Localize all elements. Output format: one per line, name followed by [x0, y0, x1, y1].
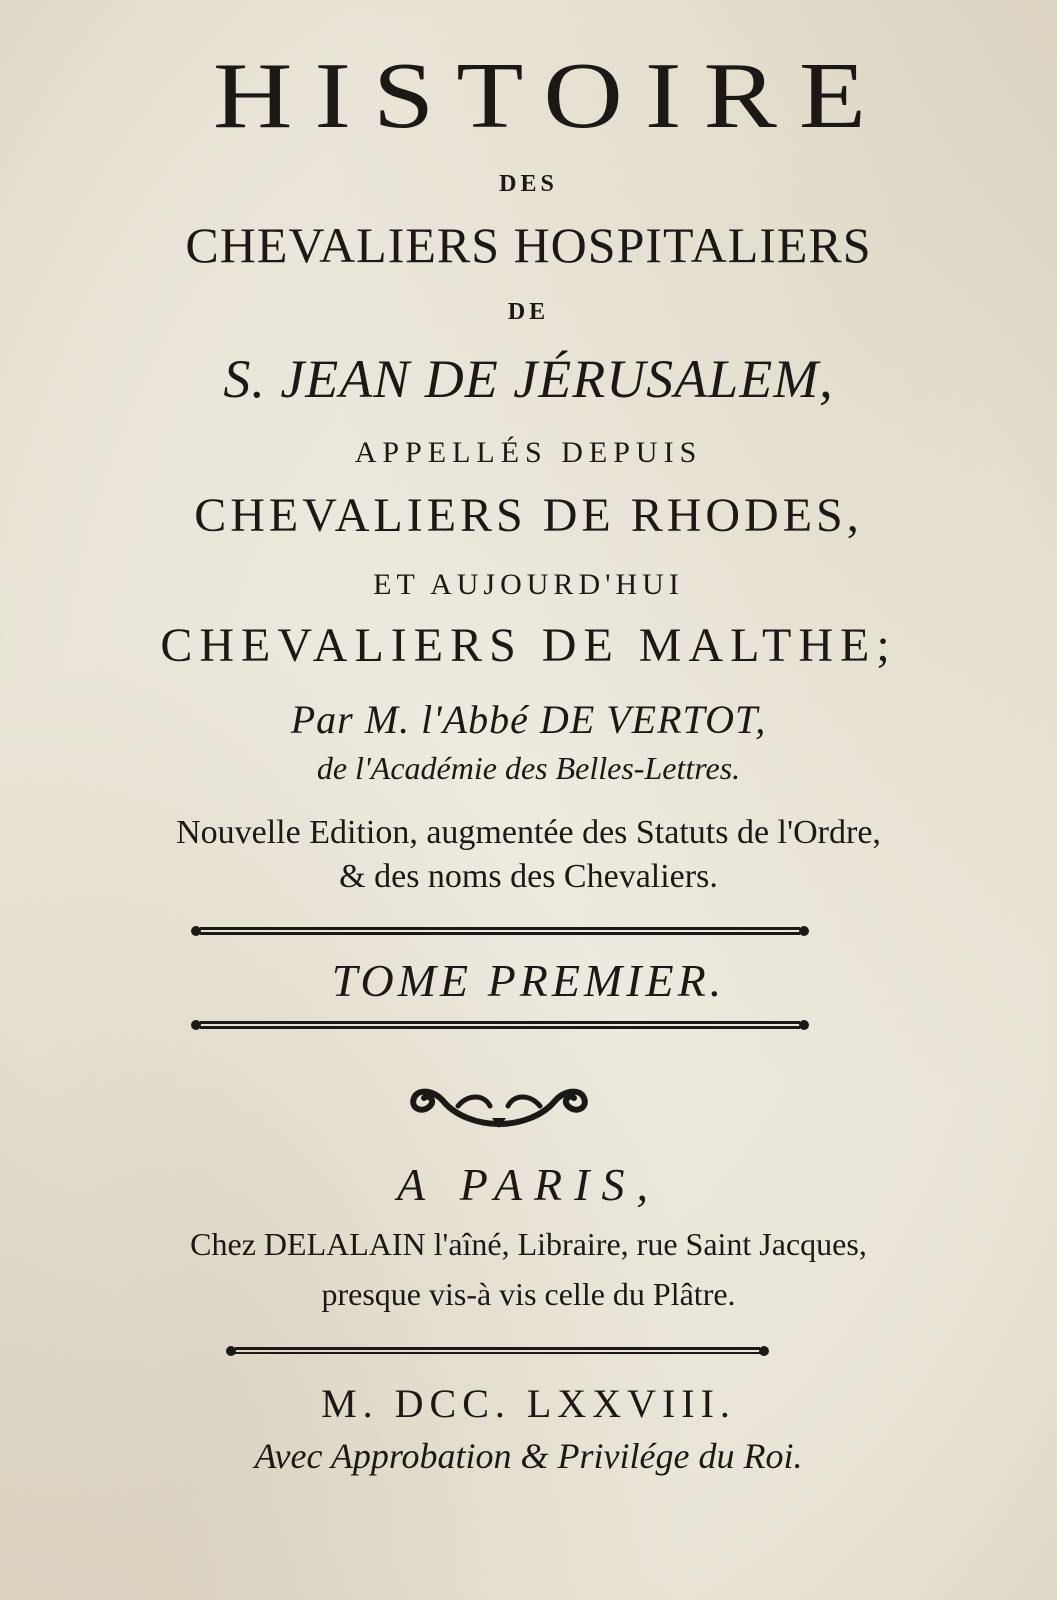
author-line: Par M. l'Abbé DE VERTOT, — [290, 697, 767, 742]
ornamental-rule-middle — [190, 1018, 810, 1032]
ornamental-rule-bottom — [225, 1344, 770, 1358]
book-title: HISTOIRE — [212, 42, 889, 148]
title-line-saint-jean: S. JEAN DE JÉRUSALEM, — [223, 349, 834, 409]
imprint-date: M. DCC. LXXVIII. — [321, 1381, 736, 1426]
title-line-chevaliers-hospitaliers: CHEVALIERS HOSPITALIERS — [185, 217, 872, 273]
title-line-des: DES — [499, 171, 558, 197]
ornamental-rule-top — [190, 924, 810, 938]
volume-label: TOME PREMIER. — [331, 955, 726, 1006]
imprint-privilege: Avec Approbation & Privilége du Roi. — [254, 1436, 803, 1476]
title-line-appelles-depuis: APPELLÉS DEPUIS — [354, 436, 703, 469]
imprint-address: presque vis-à vis celle du Plâtre. — [321, 1276, 736, 1312]
imprint-publisher: Chez DELALAIN l'aîné, Libraire, rue Saint Jacques, — [190, 1226, 867, 1262]
fleuron-ornament-icon — [408, 1072, 590, 1132]
title-line-et-aujourdhui: ET AUJOURD'HUI — [373, 568, 684, 601]
edition-line-1: Nouvelle Edition, augmentée des Statuts de l'Ordre, — [176, 814, 881, 851]
academie-line: de l'Académie des Belles-Lettres. — [316, 750, 741, 786]
edition-line-2: & des noms des Chevaliers. — [339, 858, 718, 895]
imprint-place: A PARIS, — [397, 1159, 660, 1210]
title-line-chevaliers-malthe: CHEVALIERS DE MALTHE; — [160, 619, 897, 672]
title-line-chevaliers-rhodes: CHEVALIERS DE RHODES, — [194, 489, 863, 542]
title-line-de: DE — [507, 299, 550, 325]
